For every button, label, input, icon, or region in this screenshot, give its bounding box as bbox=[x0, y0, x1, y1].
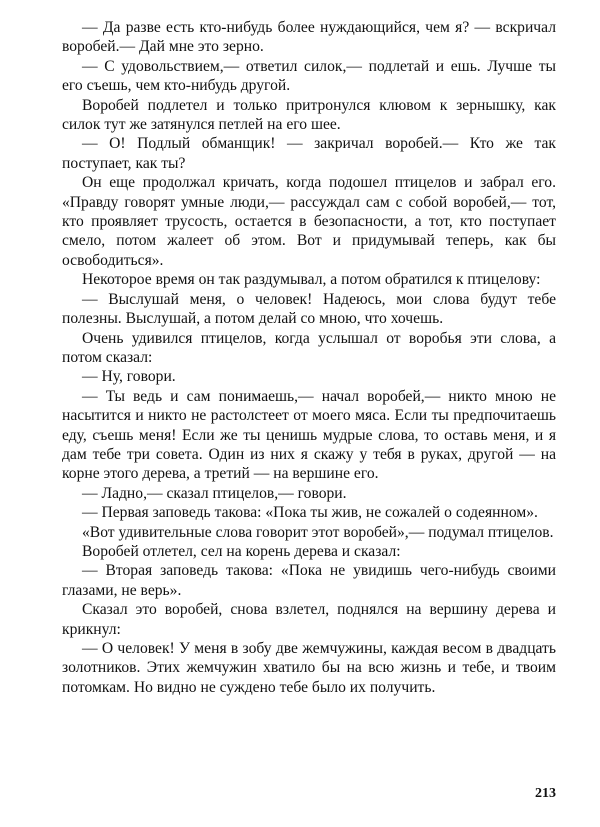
paragraph-4: — О! Подлый обманщик! — закричал воробей.— Кто же так поступает, как ты? bbox=[62, 135, 556, 172]
paragraph-12: — Первая заповедь такова: «Пока ты жив, не сожалей о содеянном». bbox=[82, 504, 538, 522]
paragraph-11: — Ладно,— сказал птицелов,— говори. bbox=[82, 484, 347, 502]
paragraph-13: «Вот удивительные слова говорит этот воробей»,— подумал птицелов. bbox=[82, 523, 554, 541]
paragraph-14: Воробей отлетел, сел на корень дерева и сказал: bbox=[82, 542, 401, 560]
paragraph-17: — О человек! У меня в зобу две жемчужины, каждая весом в двадцать золотников. Этих жемчужин хватило бы на всю жизнь и тебе, и твоим потомкам. Но видно не суждено тебе было их получить. bbox=[62, 640, 556, 696]
paragraph-2: — С удовольствием,— ответил силок,— подлетай и ешь. Лучше ты его съешь, чем кто-нибудь другой. bbox=[62, 57, 556, 95]
paragraph-6: Некоторое время он так раздумывал, а потом обратился к птицелову: bbox=[82, 271, 541, 289]
page-number: 213 bbox=[535, 786, 556, 801]
paragraph-1: — Да разве есть кто-нибудь более нуждающийся, чем я? — вскричал воробей.— Дай мне это зерно. bbox=[62, 19, 556, 56]
paragraph-16: Сказал это воробей, снова взлетел, поднялся на вершину дерева и крикнул: bbox=[62, 601, 556, 638]
paragraph-9: — Ну, говори. bbox=[82, 368, 176, 386]
paragraph-8: Очень удивился птицелов, когда услышал от воробья эти слова, а потом сказал: bbox=[62, 329, 556, 366]
page-text bbox=[62, 18, 556, 697]
paragraph-7: — Выслушай меня, о человек! Надеюсь, мои слова будут тебе полезны. Выслушай, а потом делай со мною, что хочешь. bbox=[62, 290, 556, 328]
paragraph-5: Он еще продолжал кричать, когда подошел птицелов и забрал его. «Правду говорят умные люди,— рассуждал сам с собой воробей,— тот, кто проявляет трусость, остается в безопасности, а тот, кто поступает смело, потом жалеет об этом. Вот и придумывай теперь, как бы освободиться». bbox=[62, 174, 556, 269]
paragraph-15: — Вторая заповедь такова: «Пока не увидишь чего-нибудь своими глазами, не верь». bbox=[62, 562, 556, 599]
paragraph-3: Воробей подлетел и только притронулся клювом к зернышку, как силок тут же затянулся петлей на его шее. bbox=[62, 96, 556, 134]
paragraph-10: — Ты ведь и сам понимаешь,— начал воробей,— никто мною не насытится и никто не растолстеет от моего мяса. Если ты предпочитаешь еду, съешь меня! Если же ты ценишь мудрые слова, то оставь меня, и я дам тебе три совета. Один из них я скажу у тебя в руках, другой — на корне этого дерева, а третий — на вершине его. bbox=[62, 387, 556, 483]
